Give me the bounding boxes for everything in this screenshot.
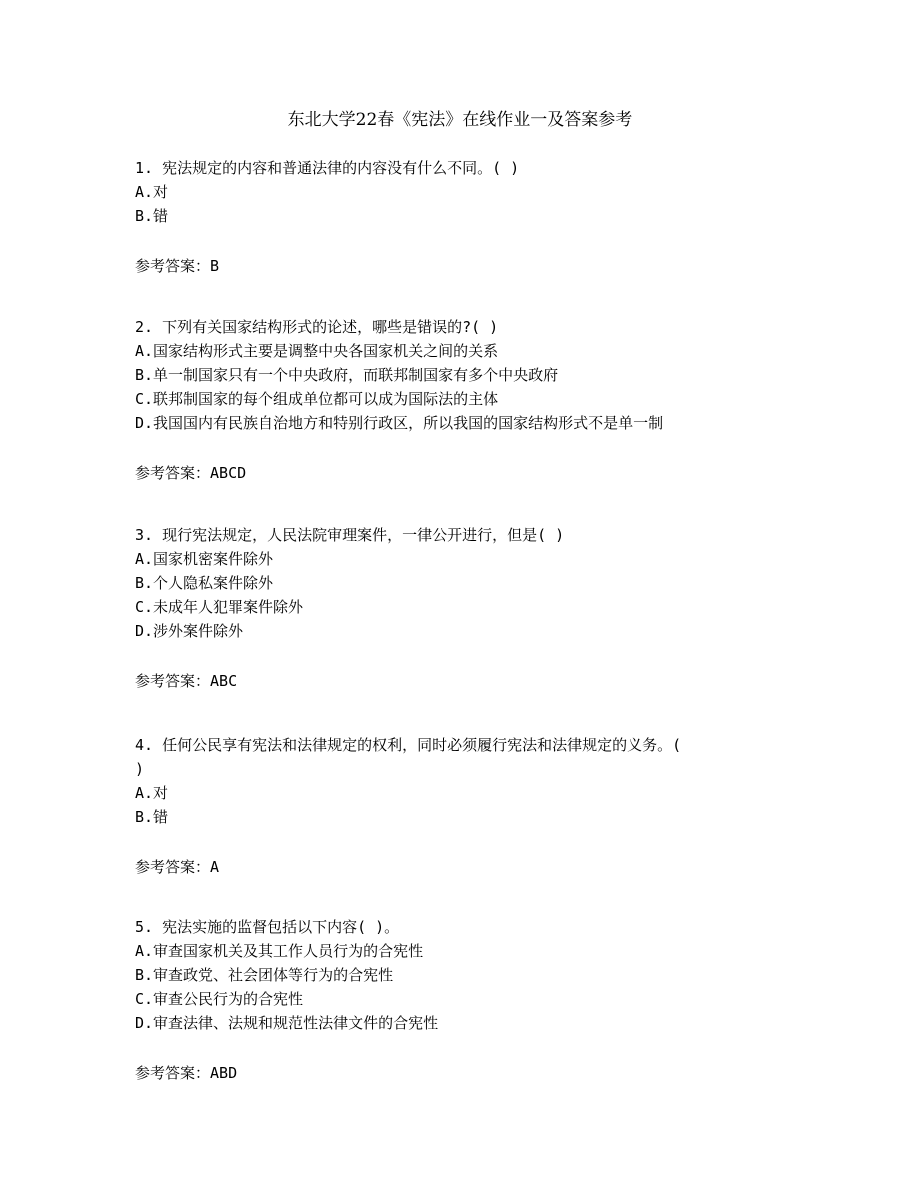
option-b: B.单一制国家只有一个中央政府，而联邦制国家有多个中央政府: [135, 366, 559, 384]
answer-value: A: [210, 858, 220, 876]
answer-line: [135, 461, 785, 485]
question-3: [135, 523, 785, 693]
question-2: [135, 315, 785, 485]
question-5: [135, 915, 785, 1085]
option-d: D.我国国内有民族自治地方和特别行政区，所以我国的国家结构形式不是单一制: [135, 414, 664, 432]
option-d: D.涉外案件除外: [135, 622, 244, 640]
answer-line: [135, 669, 785, 693]
question-text: 1. 宪法规定的内容和普通法律的内容没有什么不同。( ): [135, 159, 520, 177]
question-text: 3. 现行宪法规定，人民法院审理案件，一律公开进行，但是( ): [135, 526, 565, 544]
answer-label: 参考答案：: [135, 1064, 211, 1082]
option-b: B.审查政党、社会团体等行为的合宪性: [135, 966, 394, 984]
option-c: C.审查公民行为的合宪性: [135, 990, 304, 1008]
question-text: 4. 任何公民享有宪法和法律规定的权利，同时必须履行宪法和法律规定的义务。( ): [135, 736, 682, 778]
option-c: C.联邦制国家的每个组成单位都可以成为国际法的主体: [135, 390, 499, 408]
question-4: [135, 733, 785, 879]
option-b: B.错: [135, 808, 169, 826]
answer-value: ABC: [210, 672, 238, 690]
option-c: C.未成年人犯罪案件除外: [135, 598, 304, 616]
answer-line: [135, 254, 785, 278]
option-a: A.对: [135, 784, 169, 802]
answer-line: [135, 1061, 785, 1085]
answer-line: [135, 855, 785, 879]
answer-label: 参考答案：: [135, 672, 211, 690]
answer-label: 参考答案：: [135, 858, 211, 876]
answer-value: ABCD: [210, 464, 247, 482]
option-a: A.对: [135, 183, 169, 201]
option-a: A.国家结构形式主要是调整中央各国家机关之间的关系: [135, 342, 499, 360]
option-b: B.个人隐私案件除外: [135, 574, 274, 592]
question-1: [135, 156, 785, 278]
question-text: 5. 宪法实施的监督包括以下内容( )。: [135, 918, 400, 936]
question-text: 2. 下列有关国家结构形式的论述，哪些是错误的?( ): [135, 318, 499, 336]
option-b: B.错: [135, 207, 169, 225]
option-a: A.国家机密案件除外: [135, 550, 274, 568]
answer-label: 参考答案：: [135, 464, 211, 482]
option-a: A.审查国家机关及其工作人员行为的合宪性: [135, 942, 424, 960]
option-d: D.审查法律、法规和规范性法律文件的合宪性: [135, 1014, 439, 1032]
answer-value: B: [210, 257, 220, 275]
document-title: 东北大学22春《宪法》在线作业一及答案参考: [287, 110, 633, 130]
answer-value: ABD: [210, 1064, 238, 1082]
answer-label: 参考答案：: [135, 257, 211, 275]
